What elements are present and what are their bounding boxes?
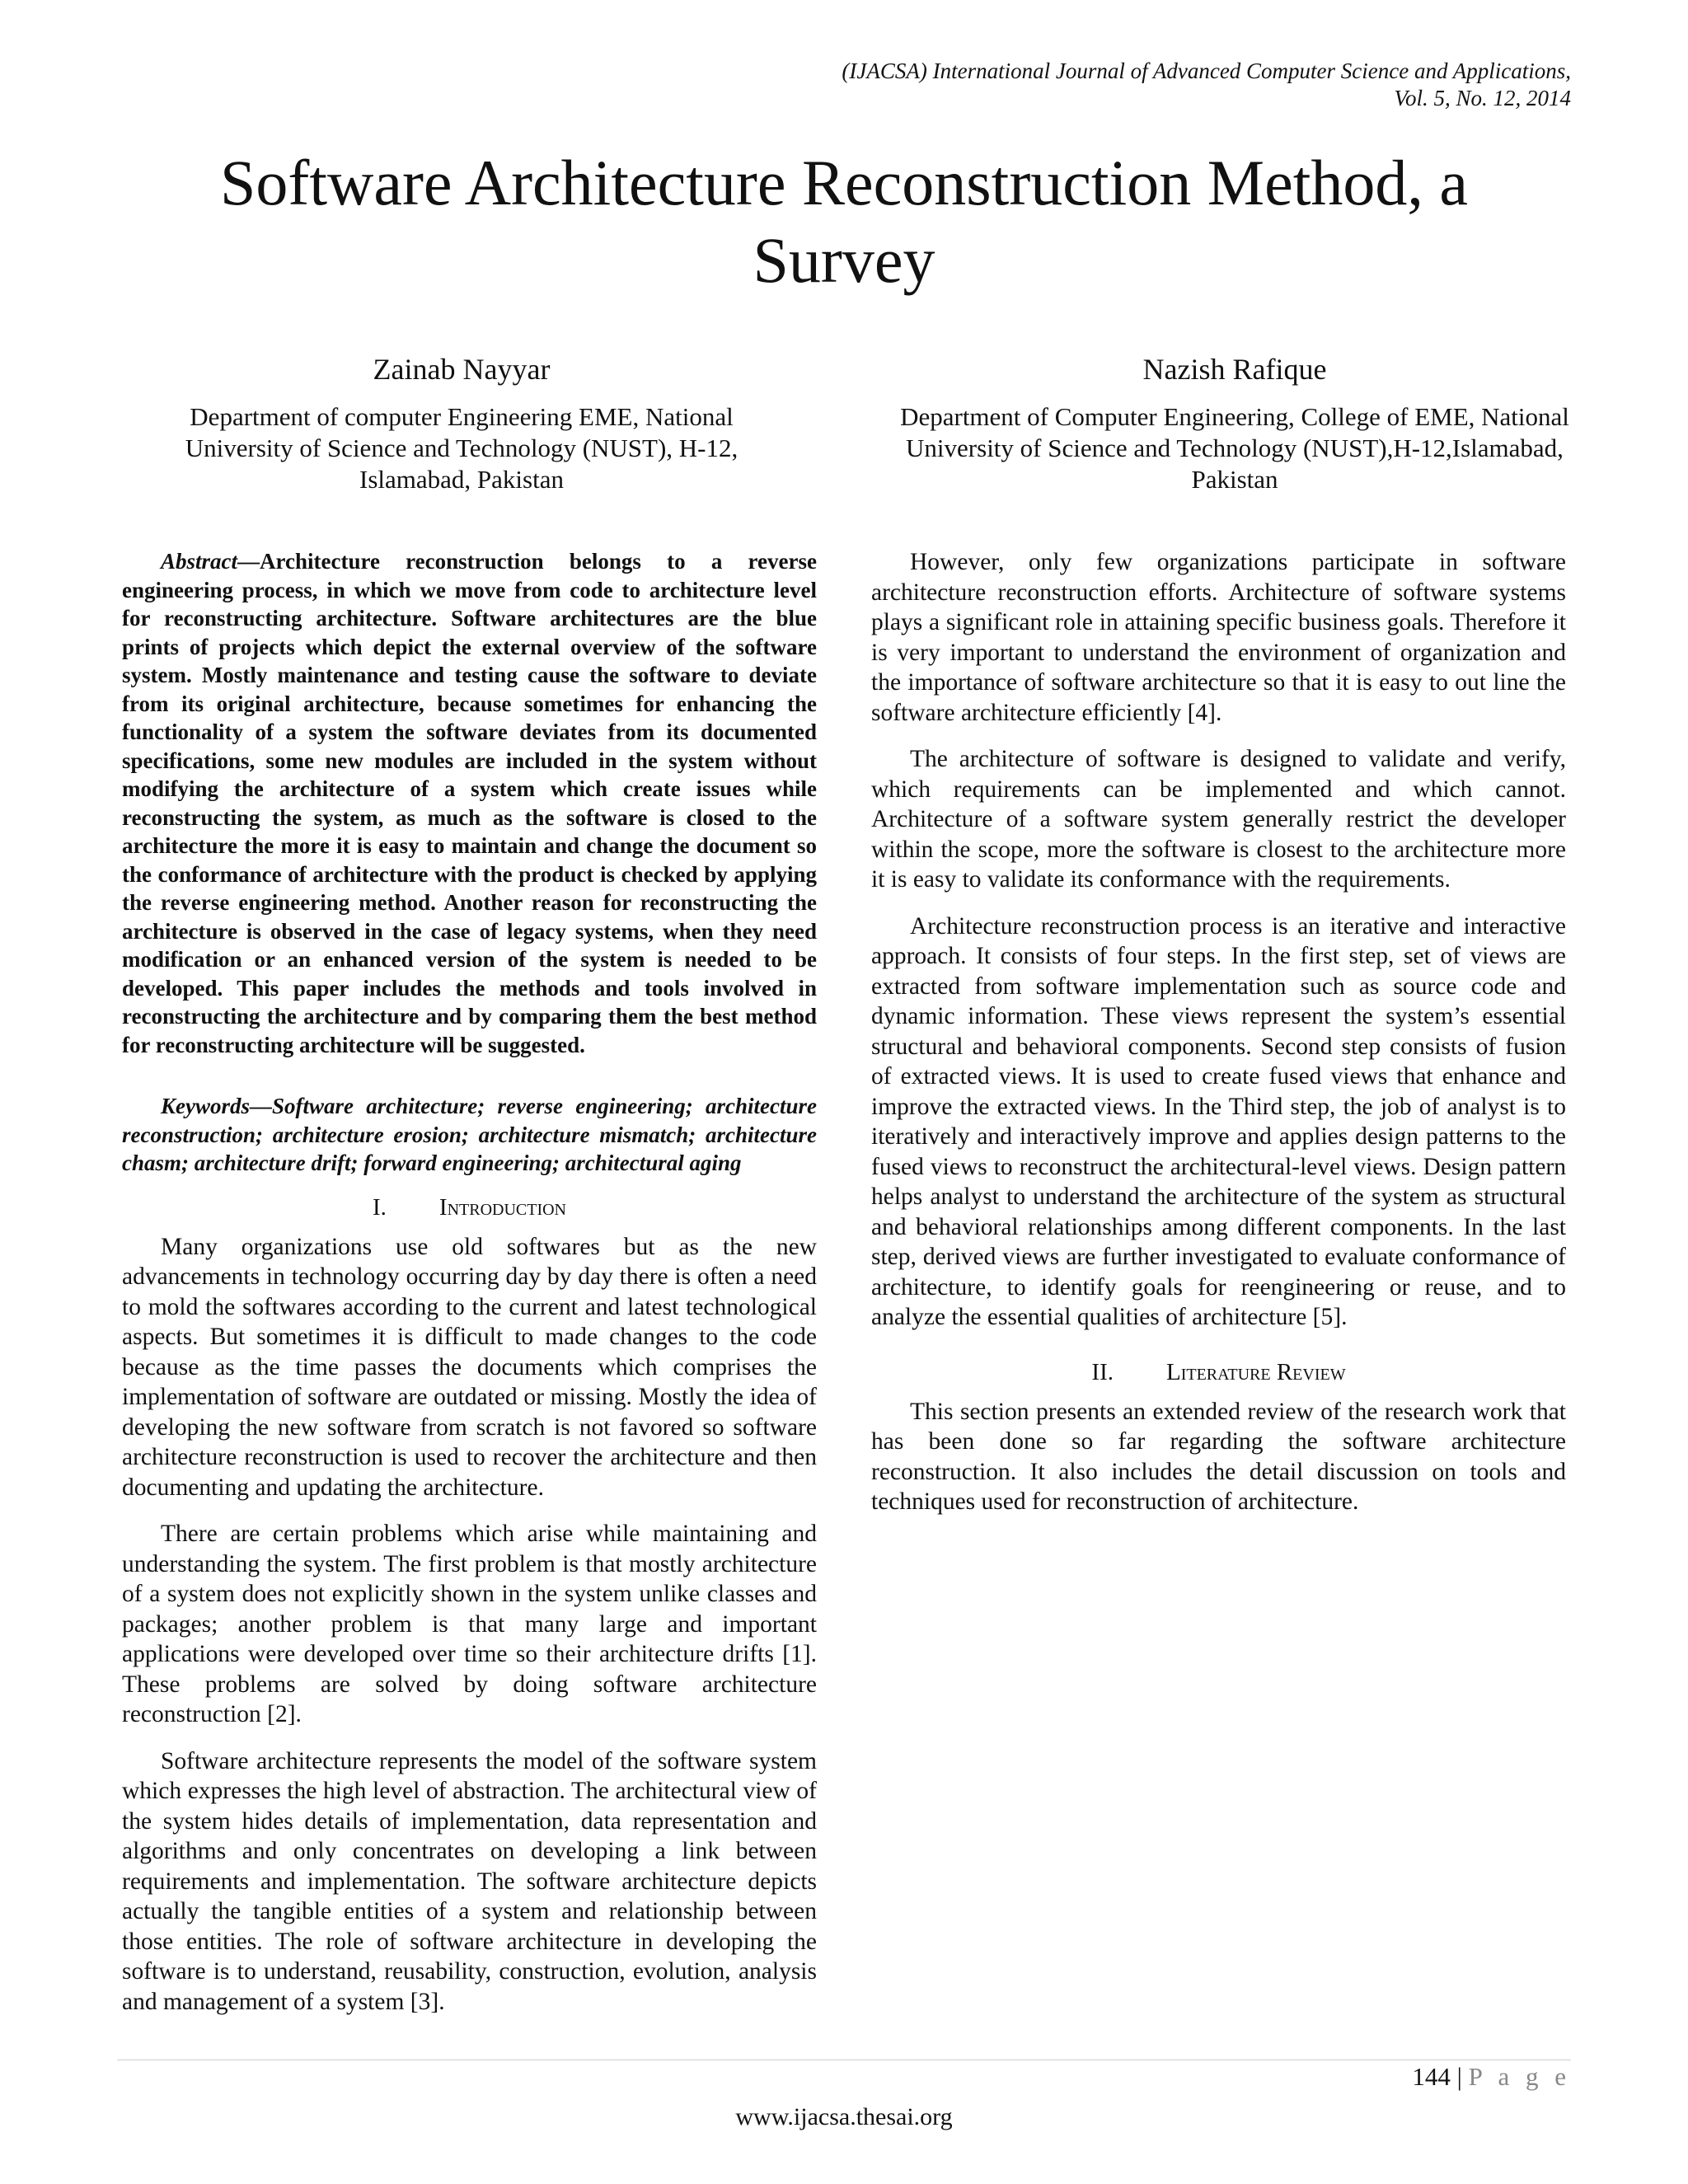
section-number: II. bbox=[1091, 1358, 1114, 1385]
footer-url: www.ijacsa.thesai.org bbox=[735, 2103, 953, 2130]
page-number bbox=[1412, 2060, 1571, 2093]
paragraph: The architecture of software is designed to validate and verify, which requirements can be implemented and which cannot. Architecture of a software system generally restrict the developer within the scope, more the software is closest to the architecture more it is easy to validate its conformance with the requirements. bbox=[871, 746, 1566, 893]
paper-title: Software Architecture Reconstruction Method, a Survey bbox=[219, 147, 1469, 296]
running-header bbox=[842, 58, 1571, 112]
paragraph: Software architecture represents the model of the software system which expresses the high level of abstraction. The architectural view of the system hides details of implementation, data representation and algorithms and only concentrates on developing a link between requirements and implementation. The software architecture depicts actually the tangible entities of a system and relationship between those entities. The role of software architecture in developing the software is to understand, reusability, construction, evolution, analysis and management of a system [3]. bbox=[122, 1747, 817, 2015]
author-name: Zainab Nayyar bbox=[373, 353, 551, 386]
paragraph: However, only few organizations participate in software architecture reconstruction efforts. Architecture of software systems plays a significant role in attaining specific business goals. Therefore it is very important to understand the environment of organization and the importance of software architecture so that it is easy to out line the software architecture efficiently [4]. bbox=[871, 549, 1566, 726]
author-name: Nazish Rafique bbox=[1142, 353, 1327, 386]
paragraph: Architecture reconstruction process is an iterative and interactive approach. It consists of four steps. In the first step, set of views are extracted from software implementation such as source code and dynamic information. These views represent the system’s essential structural and behavioral components. Second step consists of fusion of extracted views. It is used to create fused views that enhance and improve the extracted views. In the Third step, the job of analyst is to iteratively and interactively improve and applies design patterns to the fused views to reconstruct the architectural-level views. Design pattern helps analyst to understand the architecture of the system as structural and behavioral relationships among different components. In the last step, derived views are further investigated to evaluate conformance of architecture, to identify goals for reengineering or reuse, and to analyze the essential qualities of architecture [5]. bbox=[871, 912, 1566, 1330]
author-affiliation: Department of Computer Engineering, College of EME, National University of Science and Technology (NUST),H-12,Islamabad, Pakistan bbox=[900, 402, 1569, 494]
section-number: I. bbox=[372, 1193, 387, 1221]
section-heading-literature-review bbox=[871, 1357, 1566, 1387]
section-heading-introduction bbox=[122, 1193, 817, 1222]
page-number-value: 144 bbox=[1412, 2062, 1451, 2091]
journal-name: (IJACSA) International Journal of Advanced Computer Science and Applications, bbox=[842, 59, 1571, 83]
section-title: Literature Review bbox=[1165, 1358, 1346, 1385]
journal-volume: Vol. 5, No. 12, 2014 bbox=[1394, 86, 1571, 110]
page-separator: | bbox=[1450, 2062, 1469, 2091]
author-block-1 bbox=[148, 350, 775, 495]
page-word: P a g e bbox=[1468, 2062, 1571, 2091]
section-title: Introduction bbox=[438, 1193, 566, 1221]
paragraph: Many organizations use old softwares but as the new advancements in technology occurring day by day there is often a need to mold the softwares according to the current and latest technological aspects. But sometimes it is difficult to made changes to the code because as the time passes the documents which comprises the implementation of software are outdated or missing. Mostly the idea of developing the new software from scratch is not favored so software architecture reconstruction is used to recover the architecture and then documenting and updating the architecture. bbox=[122, 1233, 817, 1501]
right-column bbox=[871, 547, 1566, 1534]
abstract bbox=[122, 547, 817, 1059]
paragraph: There are certain problems which arise while maintaining and understanding the system. The first problem is that mostly architecture of a system does not explicitly shown in the system unlike classes and packages; another problem is that many large and important applications were developed over time so their architecture drifts [1]. These problems are solved by doing software architecture reconstruction [2]. bbox=[122, 1521, 817, 1727]
abstract-label: Abstract bbox=[161, 549, 238, 574]
paragraph: This section presents an extended review of the research work that has been done so far regarding the software architecture reconstruction. It also includes the detail discussion on tools and techniques used for reconstruction of architecture. bbox=[871, 1398, 1566, 1515]
left-column bbox=[122, 547, 817, 2033]
abstract-text: —Architecture reconstruction belongs to a reverse engineering process, in which we move from code to architecture level for reconstructing architecture. Software architectures are the blue prints of projects which depict the external overview of the software system. Mostly maintenance and testing cause the software to deviate from its original architecture, because sometimes for enhancing the functionality of a system the software deviates from its documented specifications, some new modules are included in the system without modifying the architecture of a system which create issues while reconstructing the system, as much as the software is closed to the architecture the more it is easy to maintain and change the document so the conformance of architecture with the product is checked by applying the reverse engineering method. Another reason for reconstructing the architecture is observed in the case of legacy systems, when they need modification or an enhanced version of the system is needed to be developed. This paper includes the methods and tools involved in reconstructing the architecture and by comparing them the best method for reconstructing architecture will be suggested. bbox=[122, 549, 817, 1057]
author-block-2 bbox=[880, 350, 1589, 495]
author-affiliation: Department of computer Engineering EME, National University of Science and Technology (NUST), H-12, Islamabad, Pakistan bbox=[185, 402, 738, 494]
keywords: Keywords—Software architecture; reverse engineering; architecture reconstruction; architecture erosion; architecture mismatch; architecture chasm; architecture drift; forward engineering; architectural aging bbox=[122, 1094, 817, 1175]
